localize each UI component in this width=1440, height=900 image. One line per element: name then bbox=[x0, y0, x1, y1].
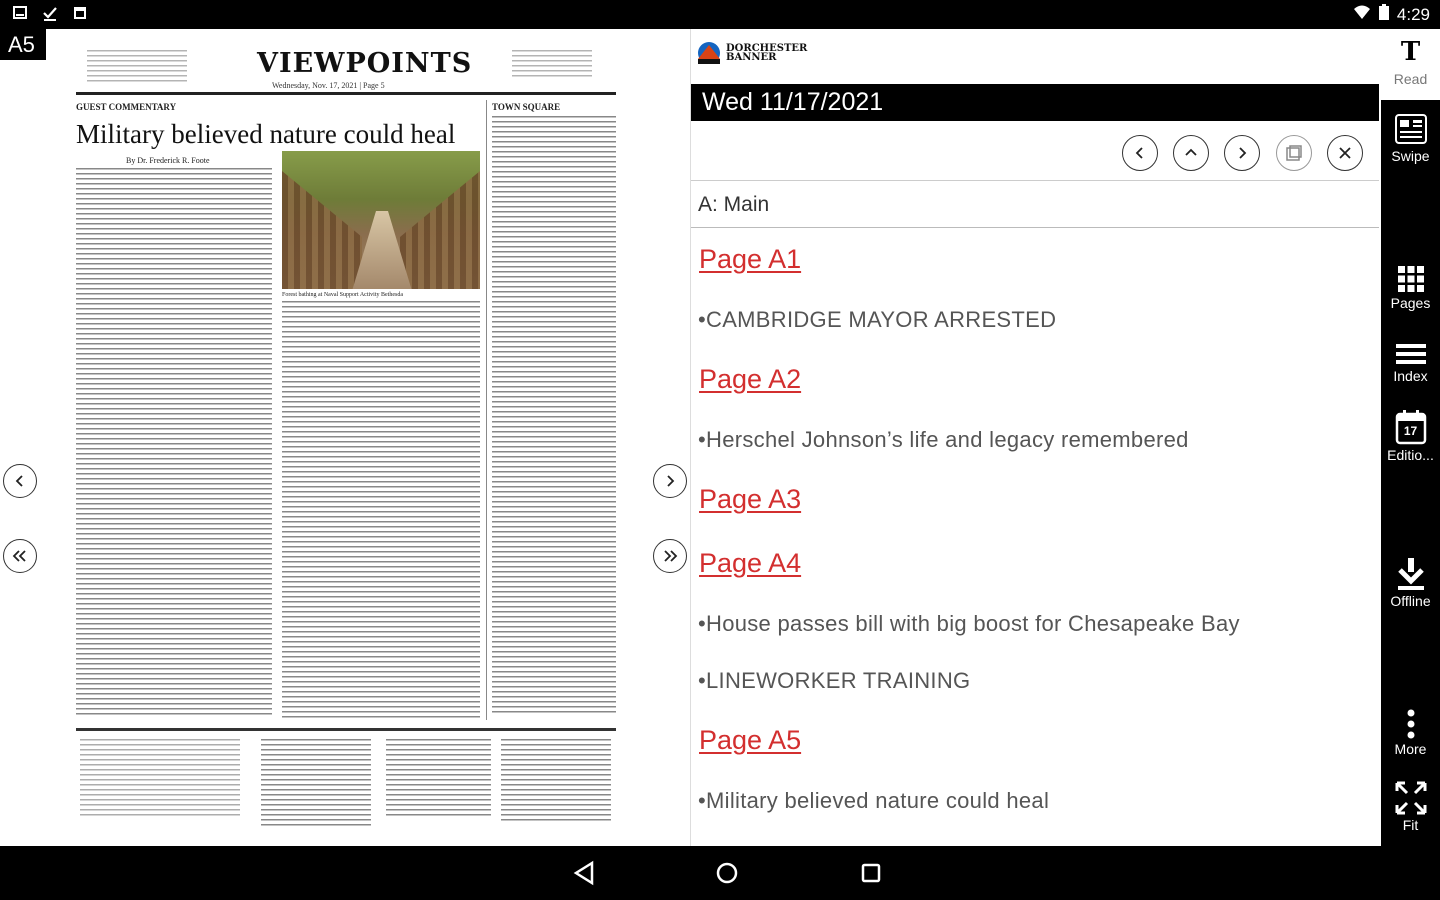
index-button[interactable] bbox=[1381, 342, 1440, 384]
town-square-kicker: TOWN SQUARE bbox=[492, 102, 561, 112]
toc-story[interactable]: •Herschel Johnson’s life and legacy remembered bbox=[698, 427, 1189, 452]
fit-button[interactable] bbox=[1381, 781, 1440, 833]
recents-button[interactable] bbox=[856, 858, 886, 888]
fit-label: Fit bbox=[1402, 817, 1419, 833]
next-page-button[interactable] bbox=[653, 464, 687, 498]
chevron-up-icon bbox=[1184, 146, 1198, 160]
recents-square-icon bbox=[856, 858, 886, 888]
logo-name-line2: BANNER bbox=[726, 52, 777, 63]
pages-button[interactable] bbox=[1381, 265, 1440, 311]
home-circle-icon bbox=[712, 858, 742, 888]
index-close-button[interactable] bbox=[1327, 135, 1363, 171]
toc-story[interactable]: •LINEWORKER TRAINING bbox=[698, 668, 971, 693]
logo-name-line1: DORCHESTER bbox=[726, 43, 808, 54]
pages-label: Pages bbox=[1390, 295, 1431, 311]
offline-label: Offline bbox=[1390, 593, 1431, 609]
more-vertical-icon bbox=[1406, 709, 1416, 739]
chevron-right-icon bbox=[1235, 146, 1249, 160]
toc-story[interactable]: •CAMBRIDGE MAYOR ARRESTED bbox=[698, 307, 1057, 332]
grid-icon bbox=[1397, 265, 1425, 293]
newspaper-footer bbox=[76, 728, 616, 828]
chevron-left-icon bbox=[1133, 146, 1147, 160]
status-bar bbox=[0, 0, 1440, 29]
fit-to-screen-icon bbox=[1395, 781, 1427, 815]
calendar-icon bbox=[1395, 409, 1427, 445]
back-triangle-icon bbox=[570, 858, 600, 888]
town-square-column bbox=[492, 116, 616, 716]
system-navigation-bar bbox=[0, 846, 1440, 900]
double-chevron-right-icon bbox=[661, 549, 679, 563]
index-controls bbox=[691, 121, 1379, 181]
index-next-button[interactable] bbox=[1224, 135, 1260, 171]
chevron-right-icon bbox=[663, 474, 677, 488]
newspaper-section-title: VIEWPOINTS bbox=[257, 48, 473, 79]
battery-icon bbox=[1379, 4, 1389, 25]
calendar-notification-icon bbox=[72, 5, 88, 21]
article-photo bbox=[282, 151, 480, 289]
toc-page-a3[interactable]: Page A3 bbox=[699, 484, 802, 514]
toc-story[interactable]: •Military believed nature could heal bbox=[698, 788, 1050, 813]
current-page-badge: A5 bbox=[0, 29, 46, 60]
banner-logo-icon bbox=[696, 41, 722, 65]
toc-page-a2[interactable]: Page A2 bbox=[699, 364, 802, 394]
toc-page-a1[interactable]: Page A1 bbox=[699, 244, 802, 274]
chevron-left-icon bbox=[13, 474, 27, 488]
swipe-label: Swipe bbox=[1391, 148, 1430, 164]
download-complete-icon bbox=[42, 5, 58, 21]
clock: 4:29 bbox=[1396, 4, 1430, 24]
wifi-icon bbox=[1353, 4, 1371, 25]
newspaper-byline: By Dr. Frederick R. Foote bbox=[126, 156, 210, 165]
close-icon bbox=[1338, 146, 1352, 160]
newspaper-date-line: Wednesday, Nov. 17, 2021 | Page 5 bbox=[272, 81, 385, 90]
toc-page-a5[interactable]: Page A5 bbox=[699, 725, 802, 755]
double-chevron-left-icon bbox=[11, 549, 29, 563]
tool-rail bbox=[1381, 29, 1440, 846]
more-label: More bbox=[1394, 741, 1427, 757]
index-previous-button[interactable] bbox=[1122, 135, 1158, 171]
read-mode-button[interactable] bbox=[1381, 29, 1440, 100]
teaser-right bbox=[512, 50, 592, 80]
section-header: A: Main bbox=[691, 181, 1379, 228]
toc-story[interactable]: •House passes bill with big boost for Chesapeake Bay bbox=[698, 611, 1240, 636]
editions-label: Editio... bbox=[1387, 447, 1434, 463]
download-icon bbox=[1397, 557, 1425, 591]
editions-button[interactable] bbox=[1381, 409, 1440, 463]
index-expand-button[interactable] bbox=[1276, 135, 1312, 171]
newspaper-page[interactable] bbox=[62, 36, 628, 836]
article-column-1 bbox=[76, 168, 272, 718]
back-button[interactable] bbox=[570, 858, 600, 888]
teaser-left bbox=[87, 50, 187, 85]
calendar-day: 17 bbox=[1403, 424, 1418, 438]
newspaper-headline: Military believed nature could heal bbox=[76, 119, 456, 149]
last-page-button[interactable] bbox=[653, 539, 687, 573]
home-button[interactable] bbox=[712, 858, 742, 888]
article-column-2 bbox=[282, 301, 480, 719]
swipe-pages-icon bbox=[1394, 114, 1428, 146]
previous-page-button[interactable] bbox=[3, 464, 37, 498]
text-t-icon: T bbox=[1400, 37, 1421, 67]
read-label: Read bbox=[1393, 71, 1428, 87]
guest-commentary-kicker: GUEST COMMENTARY bbox=[76, 102, 177, 112]
expand-window-icon bbox=[1285, 144, 1303, 162]
index-label: Index bbox=[1393, 368, 1428, 384]
offline-button[interactable] bbox=[1381, 557, 1440, 609]
first-page-button[interactable] bbox=[3, 539, 37, 573]
list-icon bbox=[1396, 342, 1426, 366]
publication-logo bbox=[696, 41, 807, 65]
edition-date-bar: Wed 11/17/2021 bbox=[691, 84, 1379, 121]
index-panel bbox=[691, 29, 1381, 846]
more-button[interactable] bbox=[1381, 709, 1440, 757]
photo-caption: Forest bathing at Naval Support Activity Bethesda bbox=[282, 292, 403, 298]
toc-page-a4[interactable]: Page A4 bbox=[699, 548, 802, 578]
index-up-button[interactable] bbox=[1173, 135, 1209, 171]
column-divider bbox=[486, 100, 487, 720]
swipe-mode-button[interactable] bbox=[1381, 114, 1440, 164]
screenshot-notification-icon bbox=[12, 5, 28, 21]
masthead-rule bbox=[76, 92, 616, 95]
